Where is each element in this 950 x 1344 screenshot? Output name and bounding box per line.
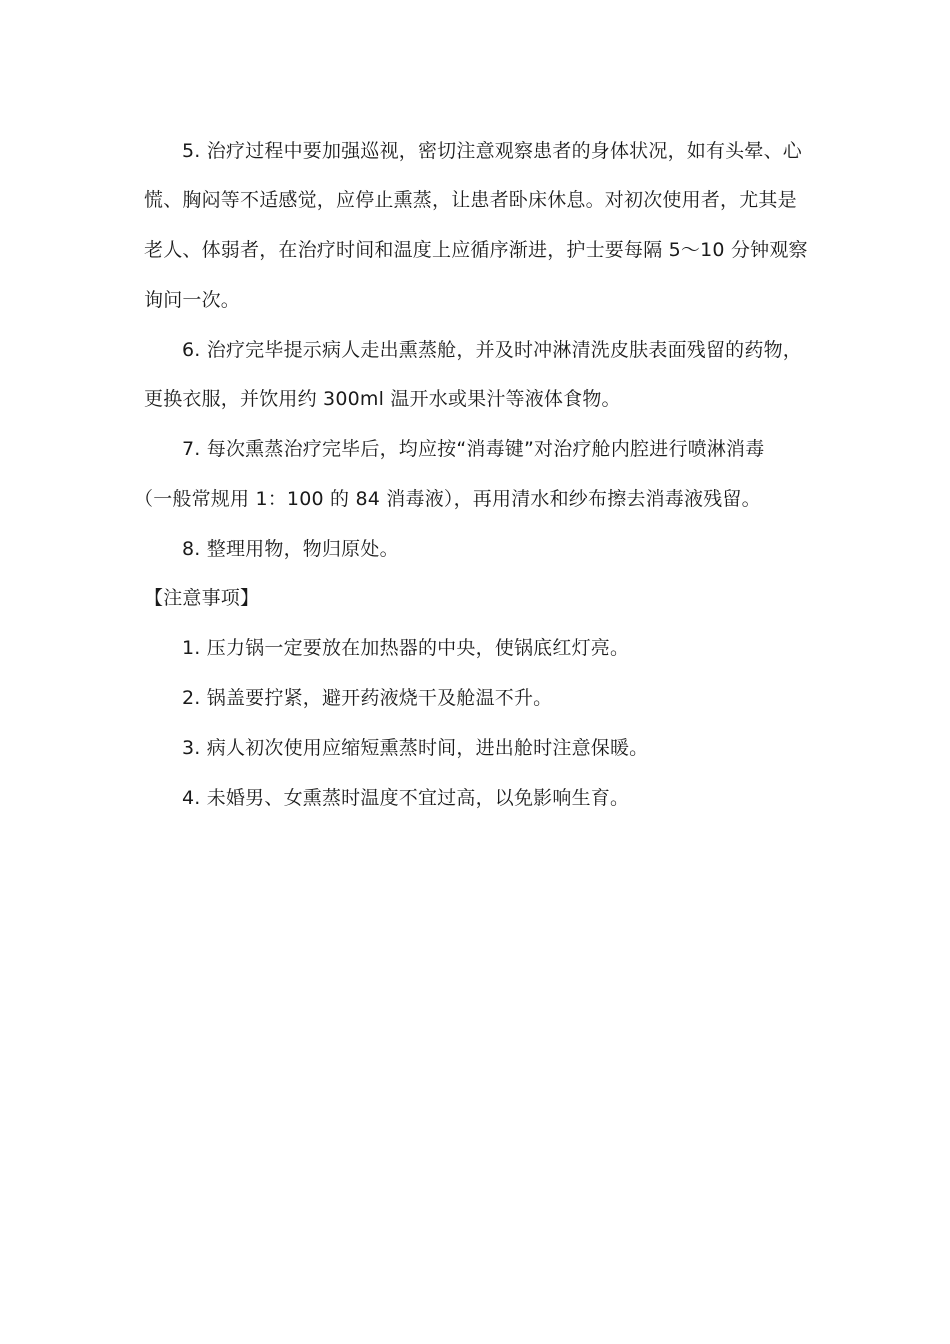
step-7-line-2: （一般常规用 1：100 的 84 消毒液），再用清水和纱布擦去消毒液残留。 (134, 488, 761, 510)
note-item: 4. 未婚男、女熏蒸时温度不宜过高，以免影响生育。 (182, 787, 630, 809)
step-8-line-1: 8. 整理用物，物归原处。 (182, 538, 399, 560)
step-7-line-1: 7. 每次熏蒸治疗完毕后，均应按“消毒键”对治疗舱内腔进行喷淋消毒 (182, 438, 765, 460)
note-item: 2. 锅盖要拧紧，避开药液烧干及舱温不升。 (182, 687, 553, 709)
step-6-line-2: 更换衣服，并饮用约 300ml 温开水或果汁等液体食物。 (144, 388, 621, 410)
step-6-line-1: 6. 治疗完毕提示病人走出熏蒸舱，并及时冲淋清洗皮肤表面残留的药物， (182, 339, 802, 361)
step-5-line-2: 慌、胸闷等不适感觉，应停止熏蒸，让患者卧床休息。对初次使用者，尤其是 (144, 189, 797, 211)
step-5-line-4: 询问一次。 (144, 289, 241, 311)
notes-heading: 【注意事项】 (144, 587, 260, 609)
step-5-line-3: 老人、体弱者，在治疗时间和温度上应循序渐进，护士要每隔 5～10 分钟观察 (144, 239, 808, 261)
note-item: 1. 压力锅一定要放在加热器的中央，使锅底红灯亮。 (182, 637, 630, 659)
note-item: 3. 病人初次使用应缩短熏蒸时间，进出舱时注意保暖。 (182, 737, 649, 759)
step-5-line-1: 5. 治疗过程中要加强巡视，密切注意观察患者的身体状况，如有头晕、心 (182, 140, 802, 162)
